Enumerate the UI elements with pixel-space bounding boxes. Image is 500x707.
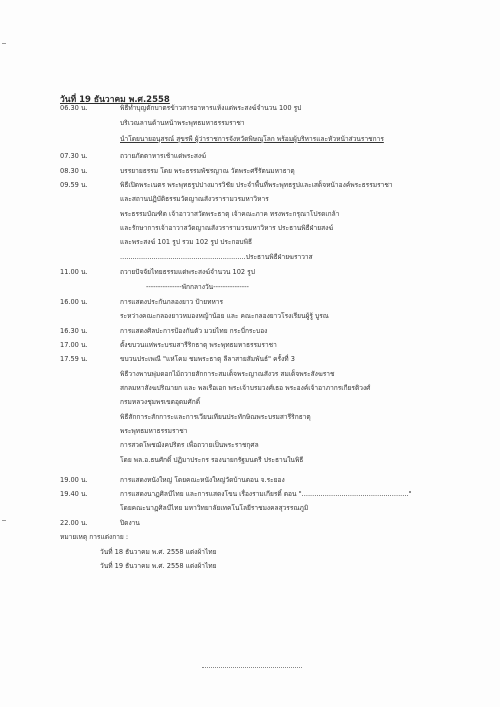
- line-04: ถวายภัตตาหารเช้าแด่พระสงฆ์: [120, 152, 206, 160]
- line-07: และสถานปฏิบัติธรรมวัดญาณสังวรารามวรมหาวิหาร: [120, 195, 269, 203]
- time-0830: 08.30 น.: [60, 167, 88, 175]
- time-1759: 17.59 น.: [60, 355, 88, 363]
- line-27: การแสดงนาฏศิลป์ไทย และการแสดงโขน เรื่องรามเกียรติ์ ตอน "...................................................": [120, 490, 412, 498]
- line-16: การแสดงศิลปะการป้องกันตัว มวยไทย กระบี่กระบอง: [120, 327, 268, 335]
- line-23: พระพุทธมหาธรรมราชา: [120, 427, 188, 435]
- time-0959: 09.59 น.: [60, 181, 88, 189]
- time-1630: 16.30 น.: [60, 327, 88, 335]
- time-1900: 19.00 น.: [60, 476, 88, 484]
- remarks-line-1: วันที่ 18 ธันวาคม พ.ศ. 2558 แต่งผ้าไทย: [100, 548, 217, 556]
- line-21: กรมหลวงชุมพรเขตอุดมศักดิ์: [120, 398, 200, 406]
- edge-mark-bottom: [2, 520, 6, 521]
- line-25: โดย พล.อ.ธนศักดิ์ ปฏิมาประกร รองนายกรัฐมนตรี ประธานในพิธี: [120, 456, 304, 464]
- line-06: พิธีเปิดพระเนตร พระพุทธรูปปางมารวิชัย ประจำพื้นที่พระพุทธรูปและเสด็จหน้าองค์พระธรรมราชา: [120, 181, 393, 189]
- line-18: ขบวนประเพณี "แห่โคม ชมพระธาตุ ลีลาสายสัมพันธ์" ครั้งที่ 3: [120, 355, 295, 363]
- line-09: และรักษาการเจ้าอาวาสวัดญาณสังวรารามวรมหาวิหาร ประธานพิธีฝ่ายสงฆ์: [120, 224, 334, 232]
- line-13: ---------------พักกลางวัน---------------: [146, 283, 249, 291]
- line-05: บรรยายธรรม โดย พระธรรมพัชรญาณ วัดพระศรีรัตนมหาธาตุ: [120, 167, 295, 175]
- line-10: และพระสงฆ์ 101 รูป รวม 102 รูป ประกอบพิธี: [120, 238, 252, 246]
- edge-mark-top: [2, 43, 6, 44]
- time-1700: 17.00 น.: [60, 341, 88, 349]
- line-12: ถวายปัจจัยไทยธรรมแด่พระสงฆ์จำนวน 102 รูป: [120, 268, 255, 276]
- line-15: ระหว่างคณะกลองยาวหมองหญ้าน้อย และ คณะกลองยาวโรงเรียนผู้รู้ บูรณ: [120, 312, 329, 320]
- line-19: พิธีวางพานพุ่มดอกไม้ถวายสักการะสมเด็จพระญาณสังวร สมเด็จพระสังฆราช: [120, 370, 335, 378]
- remarks-label: หมายเหตุ การแต่งกาย :: [60, 533, 129, 541]
- line-17: ตั้งขบวนแห่พระบรมสารีริกธาตุ พระพุทธมหาธรรมราชา: [120, 341, 277, 349]
- line-01: พิธีทำบุญตักบาตรข้าวสารอาหารแห้งแด่พระสงฆ์จำนวน 100 รูป: [120, 104, 302, 112]
- bottom-dotted-line: [202, 667, 302, 668]
- line-08: พระธรรมบัณฑิต เจ้าอาวาสวัดพระธาตุ เจ้าคณะภาค ทรงพระกรุณาโปรดเกล้า: [120, 210, 340, 218]
- time-1940: 19.40 น.: [60, 490, 88, 498]
- line-29: ปิดงาน: [120, 519, 140, 527]
- line-26: การแสดงหนังใหญ่ โดยคณะหนังใหญ่วัดบ้านดอน จ.ระยอง: [120, 476, 285, 484]
- line-02: บริเวณลานด้านหน้าพระพุทธมหาธรรมราชา: [120, 119, 245, 127]
- line-28: โดยคณะนาฏศิลป์ไทย มหาวิทยาลัยเทคโนโลยีราชมงคลสุวรรณภูมิ: [120, 504, 309, 512]
- remarks-line-2: วันที่ 19 ธันวาคม พ.ศ. 2558 แต่งผ้าไทย: [100, 562, 217, 570]
- line-24: การสวดโพชฌังคปริตร เพื่อถวายเป็นพระราชกุศล: [120, 441, 259, 449]
- line-11: ............................................................ประธานพิธีฝ่ายฆราวาส: [120, 253, 313, 261]
- line-14: การแสดงประกันกลองยาว ป้ายทหาร: [120, 298, 224, 306]
- schedule-date-heading: วันที่ 19 ธันวาคม พ.ศ.2558: [60, 95, 170, 105]
- time-0730: 07.30 น.: [60, 152, 88, 160]
- time-2200: 22.00 น.: [60, 519, 88, 527]
- time-1600: 16.00 น.: [60, 298, 88, 306]
- line-20: สกลมหาสังฆปริณายก และ พลเรือเอก พระเจ้าบรมวงศ์เธอ พระองค์เจ้าอาภากรเกียรติวงศ์: [120, 384, 371, 392]
- line-22: พิธีสักการะสักการะและการเวียนเทียนประทักษิณพระบรมสารีริกธาตุ: [120, 413, 311, 421]
- time-0630: 06.30 น.: [60, 104, 88, 112]
- line-03: นำโดยนายอนุสรณ์ สุขรพี ผู้ว่าราชการจังหวัดพิษณุโลก พร้อมผู้บริหารและหัวหน้าส่วนราชการ: [120, 135, 384, 143]
- time-1100: 11.00 น.: [60, 268, 88, 276]
